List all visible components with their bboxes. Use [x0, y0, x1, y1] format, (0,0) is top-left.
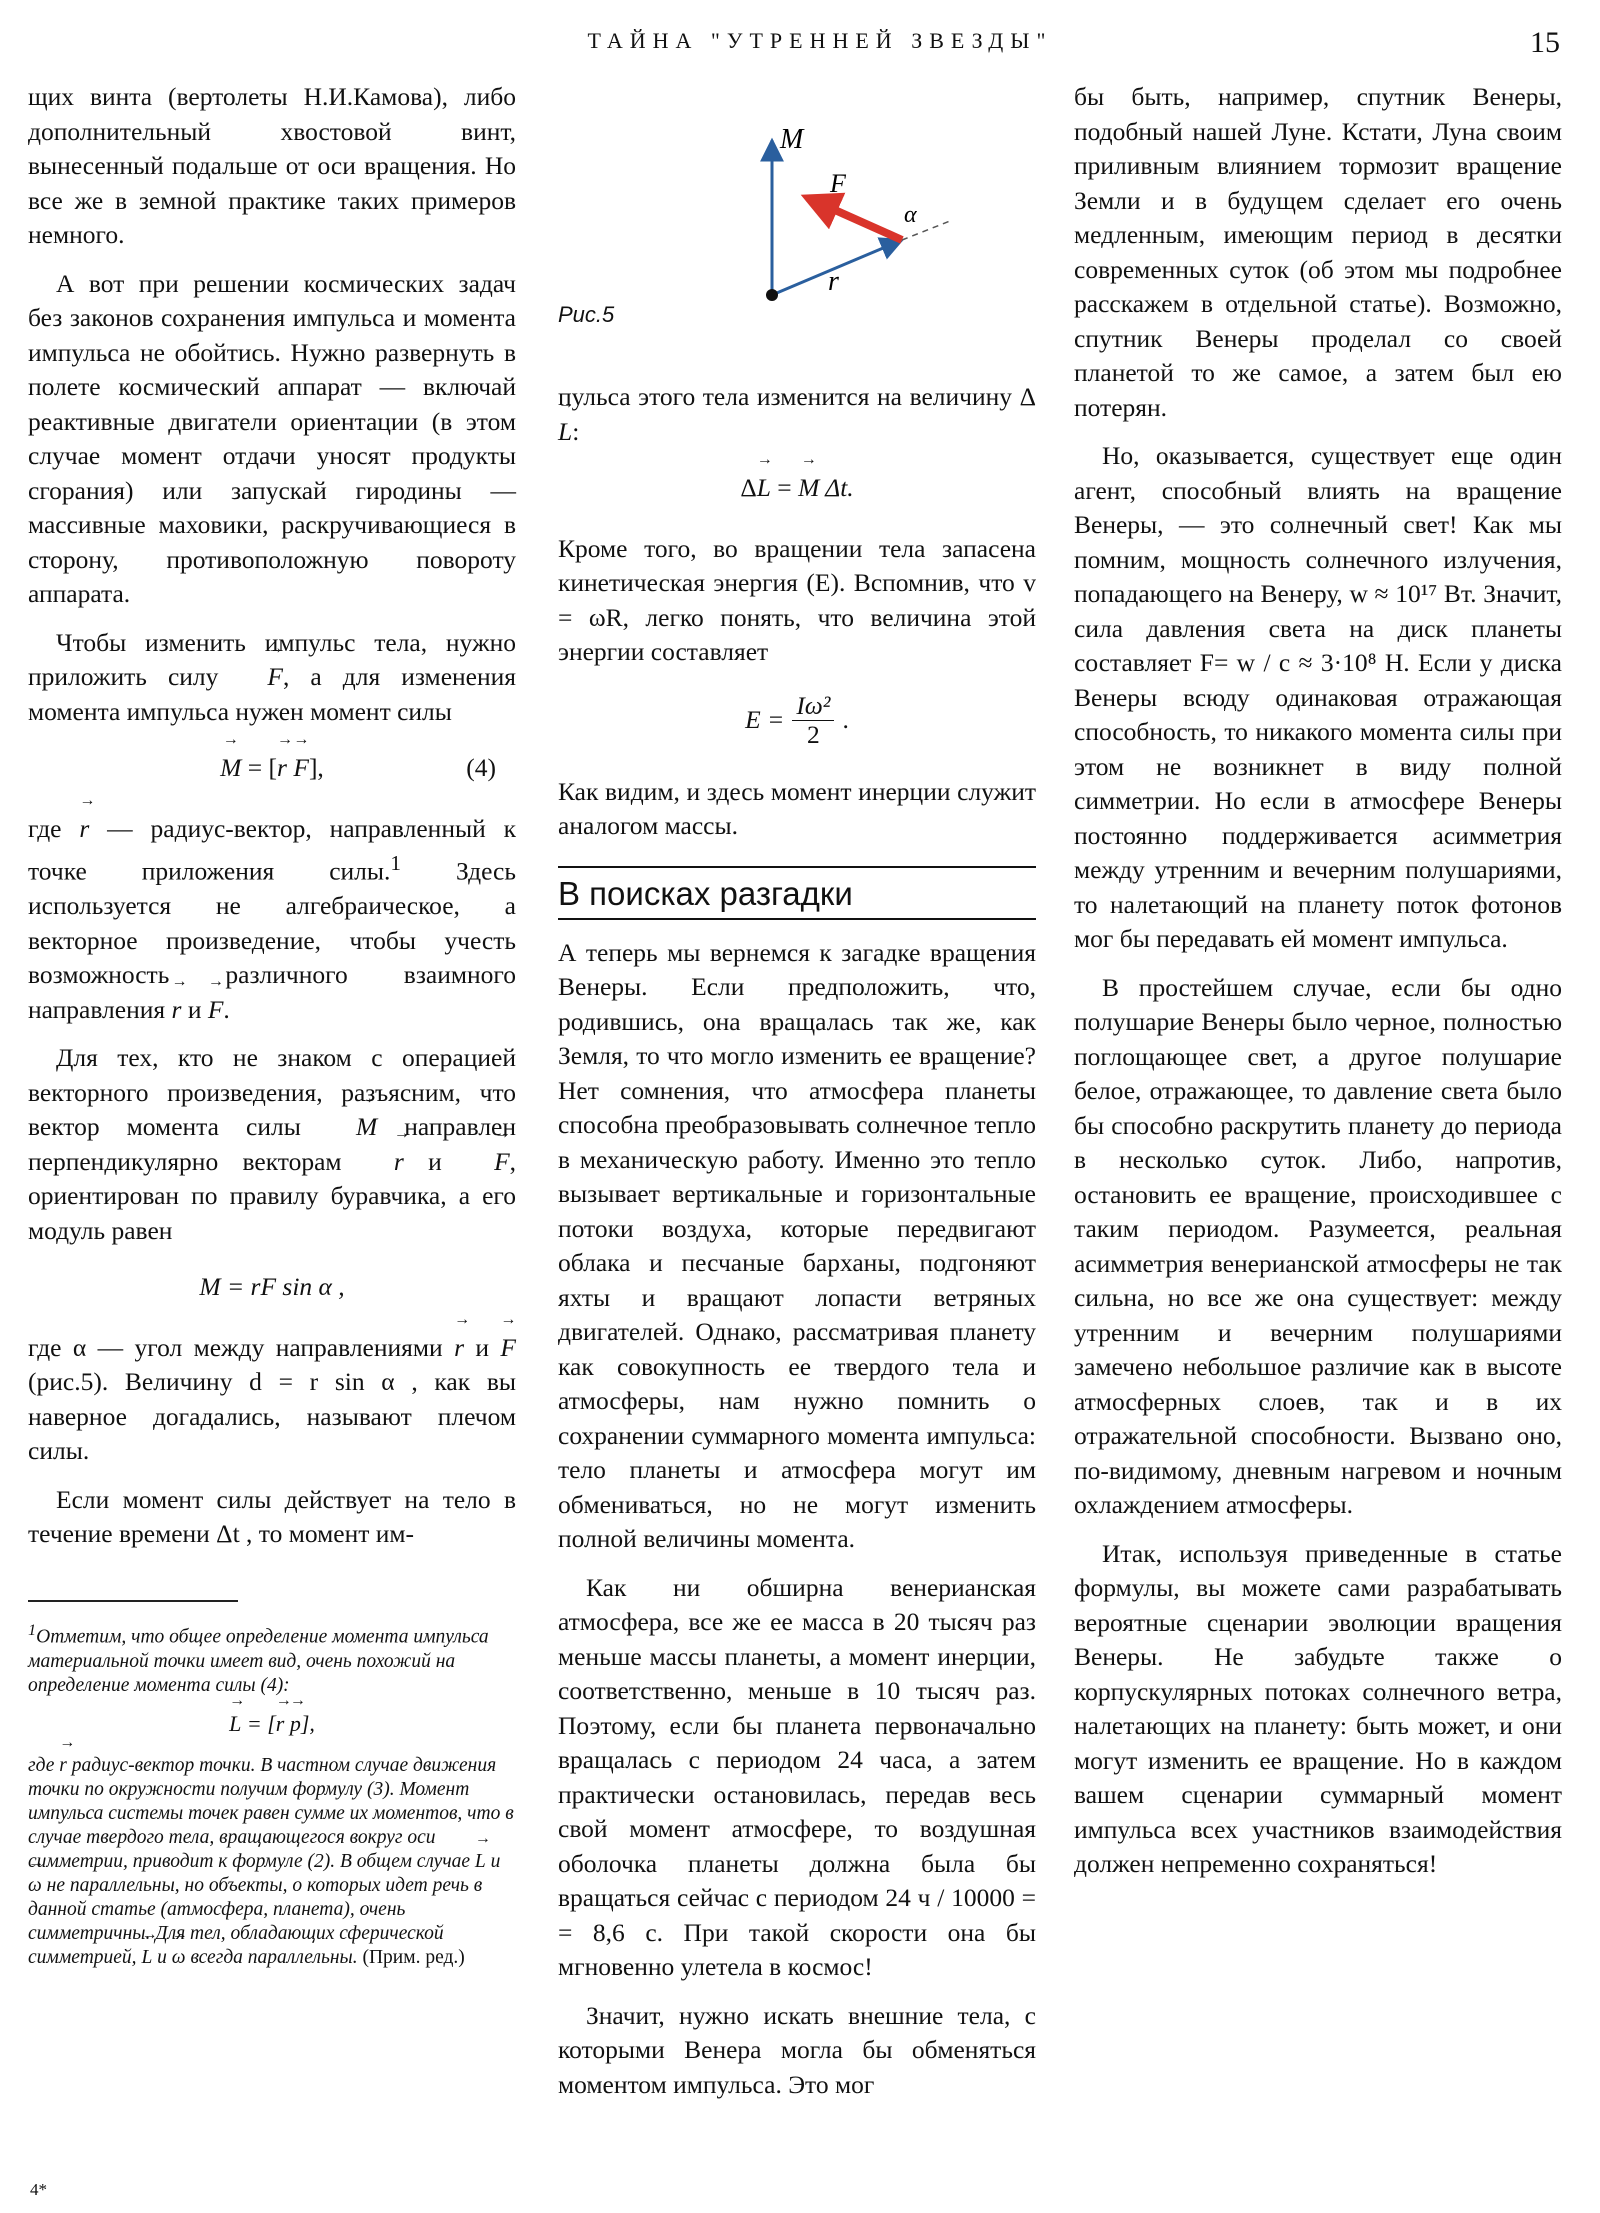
page-number: 15 [1530, 26, 1560, 59]
footnote-equation [28, 1712, 516, 1736]
pivot-point [766, 289, 778, 301]
eq-text: ], [300, 1710, 315, 1736]
footnote-ref: 1 [390, 851, 402, 875]
vector-F: → F [208, 993, 224, 1028]
col2-paragraph-5: Как ни обширна венерианская атмосфера, все же ее масса в 20 тысяч раз меньше массы планеты, а момент инерции, соответственно, меньше в 10 тысяч раз. Поэтому, если бы планета первоначально вращалась с периодом 24 часа, а затем практически остановилась, передав весь свой момент атмосфере, то воздушная оболочка планеты должна была бы вращаться сейчас с периодом 24 ч / 10000 = = 8,6 с. При такой скорости она бы мгновенно улетела в космос! [558, 1572, 1036, 1981]
column-1 [28, 80, 516, 1566]
footnote-text-1 [28, 1618, 516, 1698]
column-3 [1074, 80, 1562, 1896]
denominator: 2 [807, 719, 820, 749]
footnote-rule [28, 1600, 238, 1602]
text: всегда параллельны. [185, 1946, 358, 1968]
col1-paragraph-1: щих винта (вертолеты Н.И.Камова), либо дополнительный хвостовой винт, вынесенный подальше от оси вращения. Но все же в земной практике таких примеров немного. [28, 82, 516, 249]
text: и [181, 994, 208, 1024]
col1-paragraph-6 [28, 1331, 516, 1469]
vector-r: → r [277, 751, 287, 786]
label-M: M [780, 124, 804, 155]
col2-paragraph-1 [558, 380, 1036, 449]
eq-text: = [770, 473, 799, 502]
numerator: Iω² [792, 692, 834, 721]
figure-5 [558, 80, 1036, 380]
col1-paragraph-5 [28, 1041, 516, 1248]
col2-paragraph-2: Кроме того, во вращении тела запасена кинетическая энергия (E). Вспомнив, что v = ωR, легко понять, что величина этой энергии составляет [558, 533, 1036, 666]
eq-text: = [ [241, 753, 278, 782]
text: — радиус-вектор, направленный к точке приложения силы. [28, 813, 517, 886]
text: . [223, 994, 230, 1024]
equation-torque-modulus: M = rF sin α , [199, 1272, 345, 1301]
text: где α — угол между направлениями [28, 1332, 443, 1362]
col1-paragraph-4 [28, 812, 516, 1028]
text: и [403, 1146, 467, 1176]
vector-F: → F [239, 660, 283, 695]
equation-energy [558, 692, 1036, 749]
vector-r: → r [366, 1145, 404, 1180]
col3-paragraph-4: Итак, используя приведенные в статье формулы, вы можете сами разрабатывать вероятные сценарии эволюции вращения Венеры. Не забудьте также о корпускулярных потоках солнечного ветра, налетающих на планету: быть может, и они могут изменить ее вращение. Но в каждом вашем сценарии суммарный момент импульса всех участников взаимодействия должен непременно сохраняться! [1074, 1538, 1562, 1878]
col1-paragraph-3 [28, 626, 516, 730]
text: где [28, 813, 62, 843]
torque-diagram [558, 80, 1036, 370]
vector-F: → F [500, 1331, 516, 1366]
vector-r: → r [454, 1331, 464, 1366]
vector-L: → L [757, 471, 771, 506]
text: где [28, 1754, 55, 1776]
vector-M: → M [220, 751, 241, 786]
eq-lhs: E = [745, 704, 785, 734]
footnote-mark: 1 [28, 1621, 37, 1639]
col1-paragraph-2: А вот при решении космических задач без законов сохранения импульса и момента импульса не обойтись. Нужно развернуть в полете космический аппарат — включай реактивные двигатели ориентации (в этом случае момент отдачи уносят продукты сгорания) или запускай гиродины — массивные маховики, раскручивающиеся в сторону, противоположную повороту аппарата. [28, 268, 516, 608]
vector-L: → L [229, 1712, 241, 1736]
vector-r: → r [59, 1754, 67, 1778]
text: (рис.5). Величину d = r sin α , как вы наверное догадались, называют плечом силы. [28, 1367, 516, 1465]
vector-M: → M [328, 1110, 377, 1145]
text: Здесь используется не алгебраическое, а векторное произведение, чтобы учесть возможность различного взаимного направления [28, 856, 516, 1024]
vector-L: → L [558, 415, 572, 450]
vector-F: → F [293, 751, 309, 786]
figure-caption: Рис.5 [558, 302, 615, 327]
text: Отметим, что общее определение момента импульса материальной точки имеет вид, очень похожий на определение момента силы (4): [28, 1626, 489, 1696]
vector-r: → r [276, 1712, 285, 1736]
text: , а для изменения момента импульса нужен момент силы [28, 662, 516, 726]
col2-paragraph-4: А теперь мы вернемся к загадке вращения Венеры. Если предположить, что, родившись, она вращалась так же, как Земля, то что могло изменить ее вращение? Нет сомнения, что атмосфера планеты способна преобразовывать солнечное тепло в механическую работу. Именно это тепло вызывает вертикальные и горизонтальные потоки воздуха, которые передвигают облака и песчаные барханы, подгоняют яхты и вращают лопасти ветряных двигателей. Однако, рассматривая планету как совокупность ее твердого тела и атмосферы, нам нужно помнить о сохранении суммарного момента импульса: тело планеты и атмосфера могут им обмениваться, но не могут изменить полной величины момента. [558, 937, 1036, 1553]
signature-mark: 4* [30, 2180, 47, 2199]
vector-omega: → ω [28, 1874, 42, 1898]
label-r: r [828, 266, 839, 297]
section-heading: В поисках разгадки [558, 866, 1036, 920]
vector-omega: → ω [172, 1946, 186, 1970]
eq-text: Δt. [819, 473, 854, 502]
col3-paragraph-2: Но, оказывается, существует еще один агент, способный влиять на вращение Венеры, — это солнечный свет! Как мы помним, мощность солнечного излучения, попадающего на Венеру, w ≈ 10¹⁷ Вт. Значит, сила давления света на диск планеты составляет F= w / c ≈ 3·10⁸ Н. Если у диска Венеры всюду одинаковая отражающая способность, то никакого момента силы при этом не возникнет в виду полной симметрии. Но если в атмосфере Венеры постоянно поддерживается асимметрия между утренним и вечерним полушариями, то налетающий на планету поток фотонов мог бы передавать ей момент импульса. [1074, 441, 1562, 953]
text: пульса этого тела изменится на величину Δ [558, 382, 1036, 411]
running-title: ТАЙНА "УТРЕННЕЙ ЗВЕЗДЫ" [587, 28, 1053, 53]
vector-r: → r [172, 993, 182, 1028]
text: , ориентирован по правилу буравчика, а его модуль равен [28, 1146, 517, 1245]
vector-p: → p [290, 1712, 301, 1736]
eq-text: = [ [241, 1710, 276, 1736]
col1-paragraph-7: Если момент силы действует на тело в течение времени Δt , то момент им- [28, 1484, 516, 1548]
footnote [28, 1600, 516, 1970]
text: направлен перпендикулярно векторам [28, 1112, 517, 1176]
force-vector-line [808, 198, 902, 240]
col2-paragraph-6: Значит, нужно искать внешние тела, с которыми Венера могла бы обменяться моментом импульса. Это мог [558, 2000, 1036, 2099]
text: Для тех, кто не знаком с операцией векторного произведения, разъясним, что вектор момента силы [28, 1043, 516, 1141]
footnote-text-2 [28, 1754, 516, 1970]
vector-F: → F [466, 1145, 510, 1180]
text: радиус-вектор точки. В частном случае движения точки по окружности получим формулу (3). Момент импульса системы точек равен сумме их моментов, что в случае твердого тела, вращающегося вокруг оси симметрии, приводит к формуле (2). В общем случае [28, 1754, 514, 1872]
eq-text: ], [308, 753, 324, 782]
equation-delta-L [558, 471, 1036, 506]
col2-paragraph-3: Как видим, и здесь момент инерции служит аналогом массы. [558, 776, 1036, 840]
text: и [485, 1850, 501, 1872]
eq-text: Δ [740, 473, 757, 502]
text: не параллельны, но объекты, о которых идет речь в данной статье (атмосфера, планета), очень симметричны. Для тел, обладающих сферической симметрией, [28, 1874, 483, 1968]
text: и [152, 1946, 172, 1968]
eq-dot: . [842, 704, 849, 734]
label-alpha: α [904, 202, 917, 228]
equation-4 [28, 751, 516, 786]
vector-M: → M [798, 471, 819, 506]
vector-L: → L [475, 1850, 486, 1874]
editor-note: (Прим. ред.) [362, 1946, 465, 1968]
text: и [464, 1332, 501, 1362]
text: Чтобы изменить импульс тела, нужно приложить силу [28, 627, 516, 691]
col3-paragraph-3: В простейшем случае, если бы одно полушарие Венеры было черное, полностью поглощающее свет, а другое полушарие белое, отражающее, то давление света было бы способно раскрутить планету до периода в несколько суток. Либо, напротив, остановить ее вращение, происходившее с таким периодом. Разумеется, реальная асимметрия венерианской атмосферы не так сильна, но все же она существует: между утренним и вечерним полушариями замечено небольшое различие как в высоте атмосферных слоев, так и в их отражательной способности. Вызвано оно, по-видимому, дневным нагревом и ночным охлаждением атмосферы. [1074, 972, 1562, 1519]
col3-paragraph-1: бы быть, например, спутник Венеры, подобный нашей Луне. Кстати, Луна своим приливным влиянием тормозит вращение Земли и в будущем сделает его очень медленным, имеющим период в десятки современных суток (об этом мы подробнее расскажем в отдельной статье). Возможно, спутник Венеры проделал со своей планетой то же самое, а затем был ею потерян. [1074, 82, 1562, 422]
label-F: F [830, 169, 846, 198]
vector-L: → L [141, 1946, 152, 1970]
equation-number: (4) [466, 753, 496, 782]
vector-r: → r [79, 812, 89, 847]
fraction [792, 692, 834, 749]
text: : [572, 416, 580, 446]
column-2 [558, 80, 1036, 2116]
